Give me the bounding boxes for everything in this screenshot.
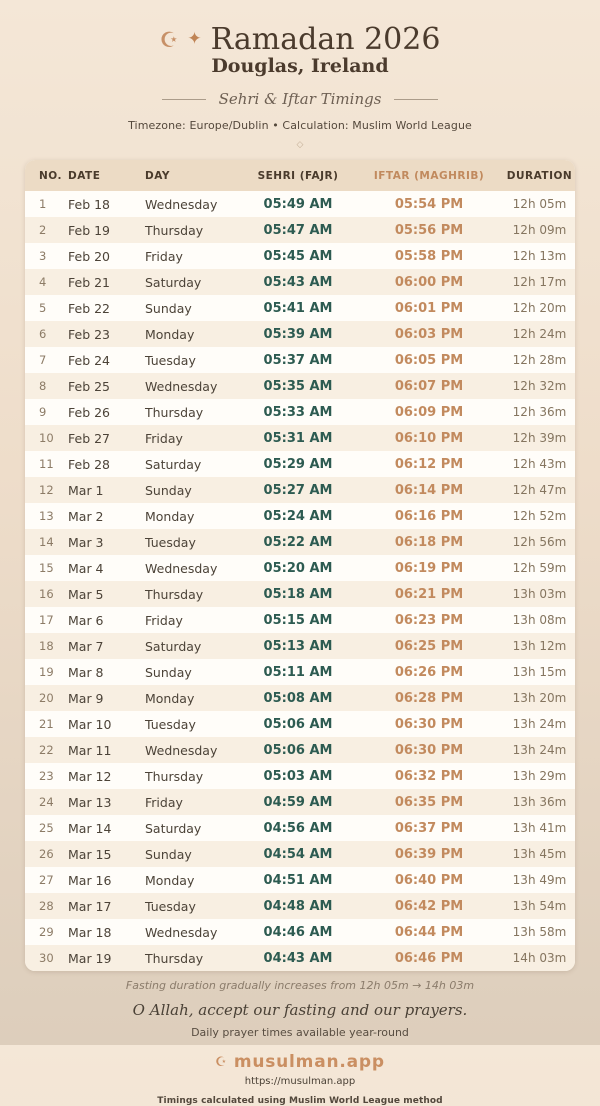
date-cell: Mar 12 — [68, 768, 112, 784]
day-cell: Wednesday — [145, 742, 218, 758]
duration-cell: 12h 56m — [512, 535, 567, 550]
duration-cell: 14h 03m — [512, 951, 567, 966]
day-cell: Thursday — [145, 222, 204, 238]
date-cell: Feb 21 — [68, 274, 111, 290]
column-header-date: DATE — [67, 160, 144, 191]
table-row — [25, 269, 575, 295]
no-cell: 26 — [39, 847, 54, 862]
day-cell: Sunday — [145, 664, 192, 680]
table-row — [25, 945, 575, 971]
no-cell: 23 — [39, 769, 54, 784]
sehri-cell: 05:43 AM — [263, 274, 333, 290]
duration-cell: 13h 54m — [512, 899, 567, 914]
day-cell: Wednesday — [145, 924, 218, 940]
no-cell: 15 — [39, 561, 54, 576]
table-row — [25, 295, 575, 321]
date-cell: Feb 19 — [68, 222, 111, 238]
column-header-sehri: SEHRI (FAJR) — [242, 160, 354, 191]
day-cell: Wednesday — [145, 196, 218, 212]
table-row — [25, 867, 575, 893]
duration-cell: 12h 32m — [512, 379, 567, 394]
sehri-cell: 05:37 AM — [263, 352, 333, 368]
no-cell: 18 — [39, 639, 54, 654]
iftar-cell: 06:35 PM — [394, 794, 464, 810]
no-cell: 7 — [39, 353, 47, 368]
brand-crescent-icon: ☪ — [215, 1054, 227, 1070]
title-row — [0, 24, 600, 56]
date-cell: Feb 25 — [68, 378, 111, 394]
column-header-iftar: IFTAR (MAGHRIB) — [354, 160, 504, 191]
iftar-cell: 06:23 PM — [394, 612, 464, 628]
duration-cell: 13h 03m — [512, 587, 567, 602]
table-row — [25, 815, 575, 841]
day-cell: Tuesday — [145, 898, 196, 914]
date-cell: Mar 19 — [68, 950, 112, 966]
column-header-no: NO. — [25, 160, 67, 191]
day-cell: Sunday — [145, 846, 192, 862]
duration-cell: 12h 39m — [512, 431, 567, 446]
no-cell: 14 — [39, 535, 54, 550]
table-row — [25, 685, 575, 711]
iftar-cell: 05:54 PM — [394, 196, 464, 212]
sehri-cell: 05:06 AM — [263, 716, 333, 732]
date-cell: Feb 18 — [68, 196, 111, 212]
iftar-cell: 06:14 PM — [394, 482, 464, 498]
no-cell: 10 — [39, 431, 54, 446]
sparkle-icon: ✦ — [187, 29, 202, 50]
footer — [0, 979, 600, 1106]
no-cell: 9 — [39, 405, 47, 420]
table-header-row — [25, 160, 575, 191]
table-row — [25, 451, 575, 477]
iftar-cell: 06:42 PM — [394, 898, 464, 914]
date-cell: Mar 6 — [68, 612, 104, 628]
table-row — [25, 477, 575, 503]
no-cell: 29 — [39, 925, 54, 940]
date-cell: Mar 10 — [68, 716, 112, 732]
table-row — [25, 633, 575, 659]
date-cell: Mar 14 — [68, 820, 112, 836]
day-cell: Wednesday — [145, 560, 218, 576]
table-row — [25, 711, 575, 737]
day-cell: Saturday — [145, 820, 202, 836]
iftar-cell: 06:10 PM — [394, 430, 464, 446]
no-cell: 30 — [39, 951, 54, 966]
duration-cell: 12h 09m — [512, 223, 567, 238]
duration-cell: 12h 59m — [512, 561, 567, 576]
table-row — [25, 893, 575, 919]
sehri-cell: 05:49 AM — [263, 196, 333, 212]
brand-name: musulman.app — [233, 1052, 385, 1073]
iftar-cell: 06:07 PM — [394, 378, 464, 394]
table-row — [25, 581, 575, 607]
table-row — [25, 529, 575, 555]
iftar-cell: 06:00 PM — [394, 274, 464, 290]
table-row — [25, 373, 575, 399]
day-cell: Sunday — [145, 300, 192, 316]
day-cell: Thursday — [145, 950, 204, 966]
table-row — [25, 191, 575, 217]
iftar-cell: 05:58 PM — [394, 248, 464, 264]
table-row — [25, 841, 575, 867]
day-cell: Saturday — [145, 456, 202, 472]
sehri-cell: 05:24 AM — [263, 508, 333, 524]
no-cell: 4 — [39, 275, 47, 290]
day-cell: Sunday — [145, 482, 192, 498]
availability-note: Daily prayer times available year-round — [191, 1026, 409, 1040]
brand-link[interactable] — [0, 1052, 600, 1072]
sehri-cell: 04:54 AM — [263, 846, 333, 862]
iftar-cell: 06:21 PM — [394, 586, 464, 602]
duration-cell: 12h 17m — [512, 275, 567, 290]
column-header-day: DAY — [144, 160, 242, 191]
iftar-cell: 06:30 PM — [394, 716, 464, 732]
iftar-cell: 06:30 PM — [394, 742, 464, 758]
page-title: Ramadan 2026 — [210, 22, 441, 57]
table-row — [25, 919, 575, 945]
date-cell: Mar 15 — [68, 846, 112, 862]
duration-cell: 13h 49m — [512, 873, 567, 888]
day-cell: Friday — [145, 612, 183, 628]
date-cell: Mar 13 — [68, 794, 112, 810]
date-cell: Feb 20 — [68, 248, 111, 264]
day-cell: Friday — [145, 248, 183, 264]
no-cell: 2 — [39, 223, 47, 238]
iftar-cell: 06:44 PM — [394, 924, 464, 940]
date-cell: Mar 8 — [68, 664, 104, 680]
date-cell: Mar 2 — [68, 508, 104, 524]
day-cell: Friday — [145, 794, 183, 810]
calculation-method-note: Timings calculated using Muslim World League method — [157, 1096, 443, 1106]
no-cell: 17 — [39, 613, 54, 628]
date-cell: Feb 22 — [68, 300, 111, 316]
iftar-cell: 06:03 PM — [394, 326, 464, 342]
sehri-cell: 05:08 AM — [263, 690, 333, 706]
day-cell: Friday — [145, 430, 183, 446]
table-row — [25, 607, 575, 633]
day-cell: Thursday — [145, 768, 204, 784]
sehri-cell: 04:46 AM — [263, 924, 333, 940]
crescent-star-icon: ☪ — [159, 28, 179, 53]
no-cell: 12 — [39, 483, 54, 498]
iftar-cell: 06:01 PM — [394, 300, 464, 316]
iftar-cell: 06:28 PM — [394, 690, 464, 706]
duration-cell: 13h 24m — [512, 743, 567, 758]
fasting-duration-note: Fasting duration gradually increases from 12h 05m → 14h 03m — [125, 979, 475, 993]
duration-cell: 12h 24m — [512, 327, 567, 342]
sehri-cell: 05:29 AM — [263, 456, 333, 472]
divider-line-right — [394, 99, 438, 100]
sehri-cell: 05:11 AM — [263, 664, 333, 680]
day-cell: Saturday — [145, 274, 202, 290]
no-cell: 13 — [39, 509, 54, 524]
sehri-cell: 05:06 AM — [263, 742, 333, 758]
day-cell: Tuesday — [145, 716, 196, 732]
iftar-cell: 05:56 PM — [394, 222, 464, 238]
table-row — [25, 659, 575, 685]
table-row — [25, 217, 575, 243]
day-cell: Wednesday — [145, 378, 218, 394]
timings-subtitle: Sehri & Iftar Timings — [218, 90, 382, 109]
sehri-cell: 05:27 AM — [263, 482, 333, 498]
iftar-cell: 06:26 PM — [394, 664, 464, 680]
sehri-cell: 05:18 AM — [263, 586, 333, 602]
date-cell: Mar 9 — [68, 690, 104, 706]
header — [0, 0, 600, 150]
iftar-cell: 06:12 PM — [394, 456, 464, 472]
table-row — [25, 503, 575, 529]
iftar-cell: 06:18 PM — [394, 534, 464, 550]
no-cell: 24 — [39, 795, 54, 810]
location-subtitle: Douglas, Ireland — [211, 54, 389, 77]
no-cell: 6 — [39, 327, 47, 342]
iftar-cell: 06:09 PM — [394, 404, 464, 420]
sehri-cell: 04:43 AM — [263, 950, 333, 966]
date-cell: Feb 26 — [68, 404, 111, 420]
duration-cell: 12h 28m — [512, 353, 567, 368]
date-cell: Mar 16 — [68, 872, 112, 888]
table-row — [25, 737, 575, 763]
day-cell: Thursday — [145, 404, 204, 420]
date-cell: Mar 7 — [68, 638, 104, 654]
duration-cell: 13h 58m — [512, 925, 567, 940]
day-cell: Monday — [145, 872, 195, 888]
date-cell: Mar 1 — [68, 482, 104, 498]
table-row — [25, 425, 575, 451]
day-cell: Monday — [145, 508, 195, 524]
iftar-cell: 06:46 PM — [394, 950, 464, 966]
timezone-calculation-meta: Timezone: Europe/Dublin • Calculation: Muslim World League — [128, 119, 472, 133]
date-cell: Mar 4 — [68, 560, 104, 576]
iftar-cell: 06:32 PM — [394, 768, 464, 784]
duration-cell: 12h 20m — [512, 301, 567, 316]
date-cell: Mar 17 — [68, 898, 112, 914]
sehri-cell: 05:31 AM — [263, 430, 333, 446]
no-cell: 1 — [39, 197, 47, 212]
no-cell: 8 — [39, 379, 47, 394]
iftar-cell: 06:39 PM — [394, 846, 464, 862]
iftar-cell: 06:19 PM — [394, 560, 464, 576]
no-cell: 19 — [39, 665, 54, 680]
sehri-cell: 05:47 AM — [263, 222, 333, 238]
table-row — [25, 321, 575, 347]
diamond-divider-icon: ◇ — [296, 140, 304, 151]
duration-cell: 12h 05m — [512, 197, 567, 212]
sehri-cell: 05:33 AM — [263, 404, 333, 420]
no-cell: 11 — [39, 457, 54, 472]
date-cell: Feb 28 — [68, 456, 111, 472]
no-cell: 16 — [39, 587, 54, 602]
duration-cell: 12h 43m — [512, 457, 567, 472]
sehri-cell: 05:03 AM — [263, 768, 333, 784]
sehri-cell: 04:48 AM — [263, 898, 333, 914]
duration-cell: 13h 20m — [512, 691, 567, 706]
duration-cell: 13h 12m — [512, 639, 567, 654]
date-cell: Mar 11 — [68, 742, 112, 758]
table-row — [25, 347, 575, 373]
sehri-cell: 04:51 AM — [263, 872, 333, 888]
sehri-cell: 04:56 AM — [263, 820, 333, 836]
date-cell: Feb 24 — [68, 352, 111, 368]
no-cell: 3 — [39, 249, 47, 264]
sehri-cell: 05:13 AM — [263, 638, 333, 654]
no-cell: 21 — [39, 717, 54, 732]
no-cell: 25 — [39, 821, 54, 836]
date-cell: Mar 3 — [68, 534, 104, 550]
day-cell: Monday — [145, 326, 195, 342]
table-row — [25, 789, 575, 815]
duration-cell: 13h 08m — [512, 613, 567, 628]
iftar-cell: 06:37 PM — [394, 820, 464, 836]
table-row — [25, 243, 575, 269]
sehri-cell: 05:22 AM — [263, 534, 333, 550]
sehri-cell: 05:20 AM — [263, 560, 333, 576]
no-cell: 27 — [39, 873, 54, 888]
duration-cell: 13h 15m — [512, 665, 567, 680]
table-row — [25, 399, 575, 425]
no-cell: 5 — [39, 301, 47, 316]
day-cell: Tuesday — [145, 534, 196, 550]
divider-line-left — [162, 99, 206, 100]
sehri-cell: 04:59 AM — [263, 794, 333, 810]
no-cell: 28 — [39, 899, 54, 914]
duration-cell: 13h 45m — [512, 847, 567, 862]
date-cell: Mar 5 — [68, 586, 104, 602]
timings-table — [25, 160, 575, 971]
table-row — [25, 763, 575, 789]
day-cell: Thursday — [145, 586, 204, 602]
iftar-cell: 06:25 PM — [394, 638, 464, 654]
iftar-cell: 06:16 PM — [394, 508, 464, 524]
duration-cell: 13h 36m — [512, 795, 567, 810]
date-cell: Feb 27 — [68, 430, 111, 446]
iftar-cell: 06:40 PM — [394, 872, 464, 888]
table-row — [25, 555, 575, 581]
sehri-cell: 05:39 AM — [263, 326, 333, 342]
subtitle-row — [0, 90, 600, 108]
date-cell: Feb 23 — [68, 326, 111, 342]
duration-cell: 12h 47m — [512, 483, 567, 498]
duration-cell: 12h 52m — [512, 509, 567, 524]
no-cell: 22 — [39, 743, 54, 758]
dua-quote: O Allah, accept our fasting and our prayers. — [132, 1001, 468, 1020]
column-header-duration: DURATION — [504, 160, 575, 191]
duration-cell: 12h 36m — [512, 405, 567, 420]
timings-table-card — [25, 160, 575, 971]
day-cell: Saturday — [145, 638, 202, 654]
date-cell: Mar 18 — [68, 924, 112, 940]
duration-cell: 13h 29m — [512, 769, 567, 784]
duration-cell: 12h 13m — [512, 249, 567, 264]
sehri-cell: 05:45 AM — [263, 248, 333, 264]
iftar-cell: 06:05 PM — [394, 352, 464, 368]
sehri-cell: 05:35 AM — [263, 378, 333, 394]
no-cell: 20 — [39, 691, 54, 706]
duration-cell: 13h 24m — [512, 717, 567, 732]
brand-url[interactable]: https://musulman.app — [244, 1076, 356, 1088]
sehri-cell: 05:41 AM — [263, 300, 333, 316]
day-cell: Tuesday — [145, 352, 196, 368]
day-cell: Monday — [145, 690, 195, 706]
sehri-cell: 05:15 AM — [263, 612, 333, 628]
duration-cell: 13h 41m — [512, 821, 567, 836]
